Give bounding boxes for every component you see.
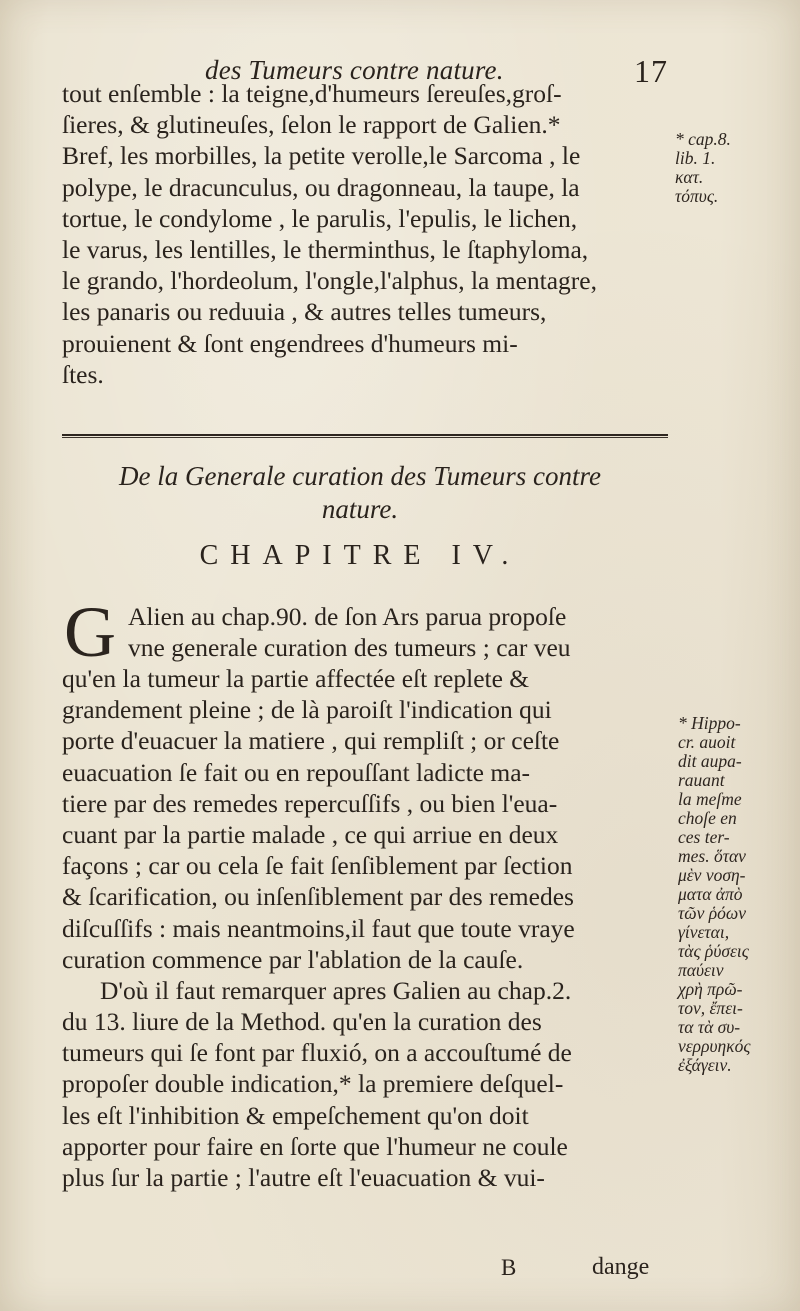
margin-note-reference bbox=[675, 130, 731, 206]
text-line: porte d'euacuer la matiere , qui rempliſt ; or ceſte bbox=[62, 726, 560, 756]
text-line: propoſer double indication,* la premiere deſquel- bbox=[62, 1069, 564, 1099]
margin-line: τον, ἔπει- bbox=[678, 998, 743, 1018]
text-line: ſieres, & glutineuſes, ſelon le rapport de Galien.* bbox=[62, 110, 561, 140]
margin-line: τῶν ῥόων bbox=[678, 903, 747, 923]
text-line: D'où il faut remarquer apres Galien au chap.2. bbox=[100, 975, 572, 1005]
margin-line: * Hippo- bbox=[678, 713, 741, 733]
divider-rule-bottom bbox=[62, 437, 668, 438]
text-line: les eſt l'inhibition & empeſchement qu'on doit bbox=[62, 1100, 529, 1130]
text-line: Alien au chap.90. de ſon Ars parua propoſe bbox=[128, 602, 567, 631]
text-line: le varus, les lentilles, le therminthus, le ſtaphyloma, bbox=[62, 234, 589, 264]
margin-line: mes. ὅταν bbox=[678, 846, 746, 866]
margin-line: ματα ἀπὸ bbox=[678, 884, 743, 904]
text-line: les panaris ou reduuia , & autres telles tumeurs, bbox=[62, 297, 547, 327]
section-heading-line-1: De la Generale curation des Tumeurs contre bbox=[119, 461, 601, 491]
margin-line: cr. auoit bbox=[678, 732, 736, 752]
margin-line: παύειν bbox=[678, 960, 724, 980]
margin-line: lib. 1. bbox=[675, 148, 716, 168]
text-line: euacuation ſe fait ou en repouſſant ladicte ma- bbox=[62, 757, 531, 787]
text-line: prouienent & ſont engendrees d'humeurs mi- bbox=[62, 328, 518, 358]
margin-line: μὲν νοση- bbox=[678, 865, 746, 885]
drop-cap: G bbox=[64, 592, 116, 672]
margin-line: τὰς ῥύσεις bbox=[678, 941, 749, 961]
text-line: tiere par des remedes repercuſſifs , ou bien l'eua- bbox=[62, 788, 558, 818]
text-line: tout enſemble : la teigne,d'humeurs ſereuſes,groſ- bbox=[62, 79, 562, 108]
text-line: polype, le dracunculus, ou dragonneau, la taupe, la bbox=[62, 172, 580, 202]
divider-rule-top bbox=[62, 434, 668, 436]
margin-note-hippocrates bbox=[678, 714, 800, 1075]
margin-line: χρὴ πρῶ- bbox=[678, 979, 743, 999]
text-line: tortue, le condylome , le parulis, l'epulis, le lichen, bbox=[62, 203, 578, 233]
margin-line: τα τὰ συ- bbox=[678, 1017, 741, 1037]
text-line: apporter pour faire en ſorte que l'humeur ne coule bbox=[62, 1131, 568, 1161]
chapter-title: CHAPITRE IV. bbox=[199, 540, 521, 571]
margin-line: ces ter- bbox=[678, 827, 730, 847]
opening-lines bbox=[128, 601, 678, 663]
page-number: 17 bbox=[634, 53, 668, 89]
running-head: des Tumeurs contre nature. bbox=[205, 55, 504, 85]
margin-line: ἐξάγειν. bbox=[678, 1055, 732, 1075]
main-text bbox=[62, 663, 676, 1193]
margin-line: dit aupa- bbox=[678, 751, 742, 771]
catchword: dange bbox=[592, 1254, 650, 1280]
margin-line: τόπυς. bbox=[675, 186, 719, 206]
text-line: ſtes. bbox=[62, 359, 104, 389]
margin-line: νερρυηκός bbox=[678, 1036, 751, 1056]
text-line: Bref, les morbilles, la petite verolle,le Sarcoma , le bbox=[62, 141, 581, 171]
text-line: le grando, l'hordeolum, l'ongle,l'alphus, la mentagre, bbox=[62, 266, 597, 296]
text-line: cuant par la partie malade , ce qui arriue en deux bbox=[62, 819, 559, 849]
margin-line: γίνεται, bbox=[678, 922, 730, 942]
margin-line: κατ. bbox=[675, 167, 704, 187]
text-line: plus ſur la partie ; l'autre eſt l'euacuation & vui- bbox=[62, 1163, 545, 1192]
signature-mark: B bbox=[501, 1255, 517, 1280]
margin-line: rauant bbox=[678, 770, 725, 790]
text-line: curation commence par l'ablation de la cauſe. bbox=[62, 944, 524, 974]
margin-line: choſe en bbox=[678, 808, 737, 828]
text-line: tumeurs qui ſe font par fluxió, on a accouſtumé de bbox=[62, 1038, 572, 1068]
text-line: vne generale curation des tumeurs ; car veu bbox=[128, 633, 571, 663]
text-line: diſcuſſifs : mais neantmoins,il faut que toute vraye bbox=[62, 913, 575, 943]
margin-line: * cap.8. bbox=[675, 129, 731, 149]
text-line: qu'en la tumeur la partie affectée eſt replete & bbox=[62, 664, 530, 693]
top-paragraph bbox=[62, 78, 676, 390]
text-line: & ſcarification, ou inſenſiblement par des remedes bbox=[62, 882, 574, 912]
section-heading-line-2: nature. bbox=[321, 494, 399, 524]
text-line: grandement pleine ; de là paroiſt l'indication qui bbox=[62, 695, 552, 725]
margin-line: la meſme bbox=[678, 789, 742, 809]
text-line: façons ; car ou cela ſe fait ſenſiblement par ſection bbox=[62, 851, 573, 881]
section-divider bbox=[62, 434, 668, 439]
text-line: du 13. liure de la Method. qu'en la curation des bbox=[62, 1007, 542, 1037]
